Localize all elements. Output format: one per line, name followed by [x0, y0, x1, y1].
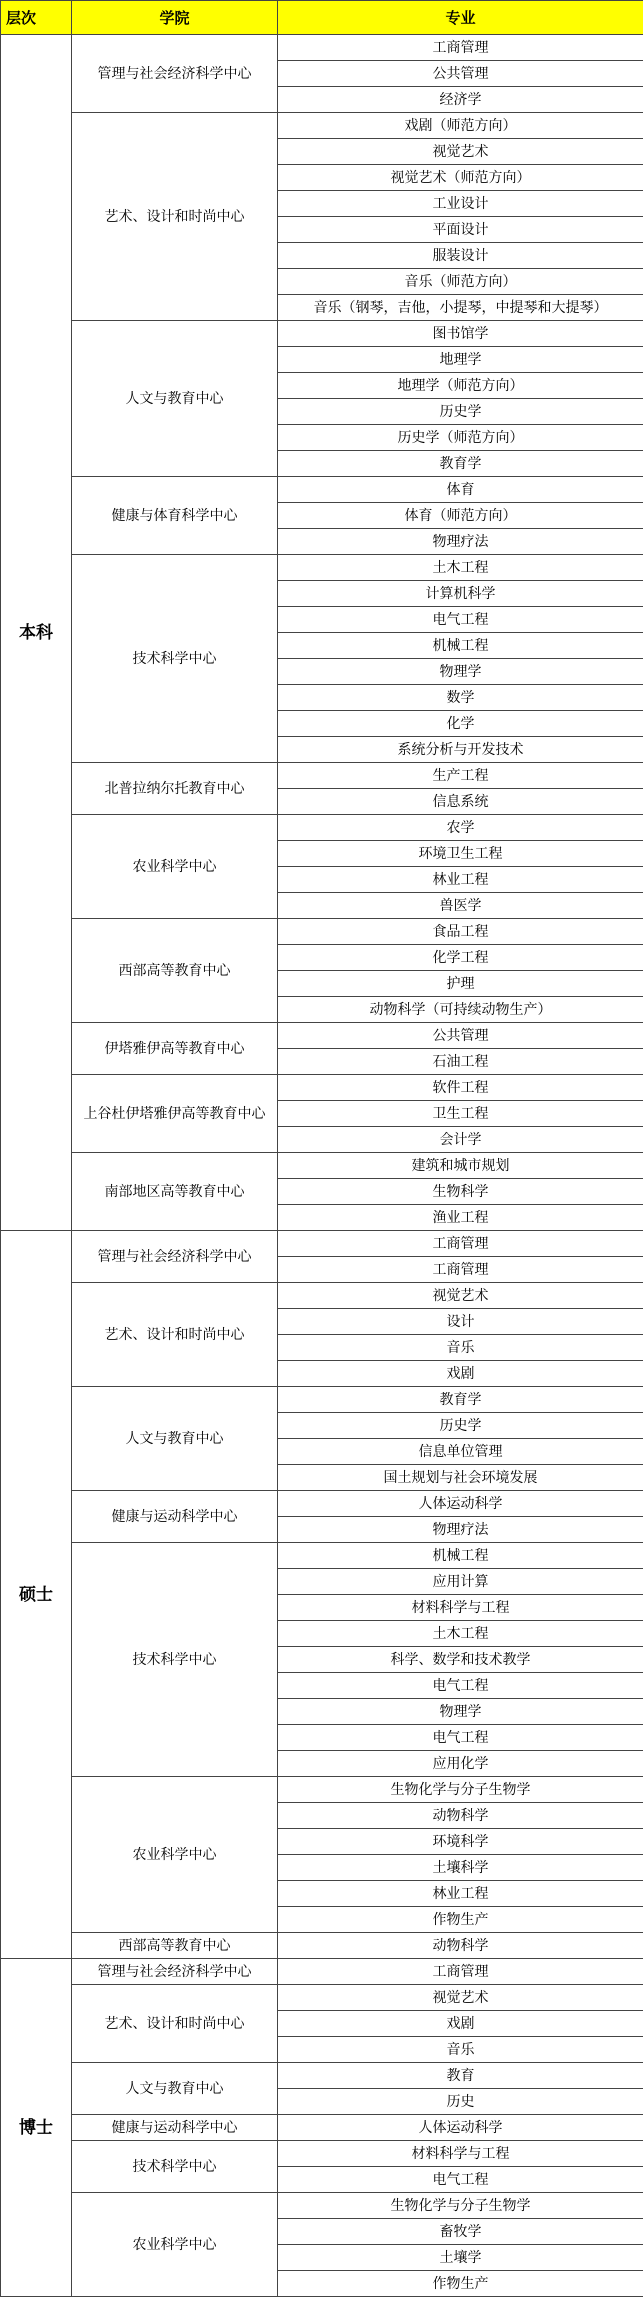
major-cell: 化学工程: [278, 945, 643, 971]
major-cell: 生物科学: [278, 1179, 643, 1205]
major-cell: 系统分析与开发技术: [278, 737, 643, 763]
college-cell: 管理与社会经济科学中心: [72, 35, 278, 113]
major-cell: 生产工程: [278, 763, 643, 789]
major-cell: 工商管理: [278, 1257, 643, 1283]
header-major: 专业: [278, 1, 643, 35]
major-cell: 生物化学与分子生物学: [278, 2193, 643, 2219]
major-cell: 应用计算: [278, 1569, 643, 1595]
major-cell: 经济学: [278, 87, 643, 113]
major-cell: 电气工程: [278, 2167, 643, 2193]
major-cell: 戏剧（师范方向）: [278, 113, 643, 139]
table-row: [1, 2193, 643, 2219]
major-cell: 视觉艺术: [278, 139, 643, 165]
major-cell: 信息单位管理: [278, 1439, 643, 1465]
major-cell: 动物科学（可持续动物生产）: [278, 997, 643, 1023]
college-cell: 管理与社会经济科学中心: [72, 1959, 278, 1985]
table-row: [1, 1231, 643, 1257]
major-cell: 土木工程: [278, 1621, 643, 1647]
table-row: [1, 2115, 643, 2141]
major-cell: 历史学: [278, 399, 643, 425]
college-cell: 艺术、设计和时尚中心: [72, 1283, 278, 1387]
header-row: [1, 1, 643, 35]
college-cell: 上谷杜伊塔雅伊高等教育中心: [72, 1075, 278, 1153]
major-cell: 地理学: [278, 347, 643, 373]
table-row: [1, 2063, 643, 2089]
major-cell: 材料科学与工程: [278, 1595, 643, 1621]
college-cell: 西部高等教育中心: [72, 919, 278, 1023]
major-cell: 林业工程: [278, 867, 643, 893]
table-row: [1, 763, 643, 789]
major-cell: 机械工程: [278, 633, 643, 659]
major-cell: 机械工程: [278, 1543, 643, 1569]
major-cell: 生物化学与分子生物学: [278, 1777, 643, 1803]
college-cell: 健康与运动科学中心: [72, 2115, 278, 2141]
major-cell: 人体运动科学: [278, 1491, 643, 1517]
college-cell: 技术科学中心: [72, 1543, 278, 1777]
major-cell: 建筑和城市规划: [278, 1153, 643, 1179]
major-cell: 体育（师范方向）: [278, 503, 643, 529]
major-cell: 国土规划与社会环境发展: [278, 1465, 643, 1491]
major-cell: 土木工程: [278, 555, 643, 581]
college-cell: 农业科学中心: [72, 1777, 278, 1933]
table-row: [1, 1985, 643, 2011]
table-row: [1, 555, 643, 581]
major-cell: 公共管理: [278, 1023, 643, 1049]
major-cell: 历史学: [278, 1413, 643, 1439]
college-cell: 健康与运动科学中心: [72, 1491, 278, 1543]
table-body: [1, 35, 643, 2297]
major-cell: 物理学: [278, 1699, 643, 1725]
table-row: [1, 1075, 643, 1101]
major-cell: 兽医学: [278, 893, 643, 919]
college-cell: 西部高等教育中心: [72, 1933, 278, 1959]
college-cell: 艺术、设计和时尚中心: [72, 1985, 278, 2063]
major-cell: 卫生工程: [278, 1101, 643, 1127]
major-cell: 电气工程: [278, 1673, 643, 1699]
major-cell: 食品工程: [278, 919, 643, 945]
major-cell: 会计学: [278, 1127, 643, 1153]
major-cell: 戏剧: [278, 1361, 643, 1387]
major-cell: 视觉艺术（师范方向）: [278, 165, 643, 191]
major-cell: 应用化学: [278, 1751, 643, 1777]
major-cell: 音乐: [278, 1335, 643, 1361]
level-cell: 博士: [1, 1959, 72, 2297]
major-cell: 教育: [278, 2063, 643, 2089]
college-cell: 艺术、设计和时尚中心: [72, 113, 278, 321]
major-cell: 公共管理: [278, 61, 643, 87]
major-cell: 数学: [278, 685, 643, 711]
major-cell: 电气工程: [278, 1725, 643, 1751]
major-cell: 物理疗法: [278, 1517, 643, 1543]
college-cell: 南部地区高等教育中心: [72, 1153, 278, 1231]
major-cell: 戏剧: [278, 2011, 643, 2037]
header-level: 层次: [1, 1, 72, 35]
major-cell: 化学: [278, 711, 643, 737]
major-cell: 音乐（师范方向）: [278, 269, 643, 295]
major-cell: 畜牧学: [278, 2219, 643, 2245]
major-cell: 音乐（钢琴，吉他，小提琴，中提琴和大提琴）: [278, 295, 643, 321]
major-cell: 农学: [278, 815, 643, 841]
table-row: [1, 1543, 643, 1569]
level-cell: 硕士: [1, 1231, 72, 1959]
major-cell: 土壤学: [278, 2245, 643, 2271]
major-cell: 地理学（师范方向）: [278, 373, 643, 399]
major-cell: 动物科学: [278, 1803, 643, 1829]
major-cell: 林业工程: [278, 1881, 643, 1907]
college-cell: 人文与教育中心: [72, 1387, 278, 1491]
major-cell: 视觉艺术: [278, 1283, 643, 1309]
major-cell: 工业设计: [278, 191, 643, 217]
table-row: [1, 1387, 643, 1413]
table-row: [1, 1023, 643, 1049]
major-cell: 土壤科学: [278, 1855, 643, 1881]
major-cell: 科学、数学和技术教学: [278, 1647, 643, 1673]
college-cell: 北普拉纳尔托教育中心: [72, 763, 278, 815]
college-cell: 农业科学中心: [72, 815, 278, 919]
college-cell: 技术科学中心: [72, 2141, 278, 2193]
major-cell: 物理学: [278, 659, 643, 685]
major-cell: 体育: [278, 477, 643, 503]
level-cell: 本科: [1, 35, 72, 1231]
table-row: [1, 1777, 643, 1803]
major-cell: 环境科学: [278, 1829, 643, 1855]
major-cell: 工商管理: [278, 35, 643, 61]
college-cell: 健康与体育科学中心: [72, 477, 278, 555]
major-cell: 物理疗法: [278, 529, 643, 555]
table-row: [1, 815, 643, 841]
table-row: [1, 477, 643, 503]
major-cell: 工商管理: [278, 1959, 643, 1985]
college-cell: 人文与教育中心: [72, 321, 278, 477]
major-cell: 历史: [278, 2089, 643, 2115]
major-cell: 作物生产: [278, 2271, 643, 2297]
major-cell: 服装设计: [278, 243, 643, 269]
major-cell: 工商管理: [278, 1231, 643, 1257]
header-college: 学院: [72, 1, 278, 35]
table-row: [1, 1491, 643, 1517]
major-cell: 作物生产: [278, 1907, 643, 1933]
major-cell: 教育学: [278, 451, 643, 477]
major-cell: 图书馆学: [278, 321, 643, 347]
major-cell: 音乐: [278, 2037, 643, 2063]
major-cell: 设计: [278, 1309, 643, 1335]
major-cell: 教育学: [278, 1387, 643, 1413]
college-cell: 管理与社会经济科学中心: [72, 1231, 278, 1283]
table-row: [1, 1959, 643, 1985]
table-row: [1, 919, 643, 945]
table-row: [1, 1283, 643, 1309]
major-cell: 信息系统: [278, 789, 643, 815]
table-row: [1, 35, 643, 61]
college-cell: 农业科学中心: [72, 2193, 278, 2297]
major-cell: 材料科学与工程: [278, 2141, 643, 2167]
table-row: [1, 1153, 643, 1179]
major-cell: 电气工程: [278, 607, 643, 633]
major-cell: 环境卫生工程: [278, 841, 643, 867]
college-cell: 伊塔雅伊高等教育中心: [72, 1023, 278, 1075]
major-cell: 历史学（师范方向）: [278, 425, 643, 451]
major-cell: 动物科学: [278, 1933, 643, 1959]
major-cell: 渔业工程: [278, 1205, 643, 1231]
major-cell: 人体运动科学: [278, 2115, 643, 2141]
table-row: [1, 1933, 643, 1959]
college-cell: 人文与教育中心: [72, 2063, 278, 2115]
major-cell: 视觉艺术: [278, 1985, 643, 2011]
table-row: [1, 113, 643, 139]
major-cell: 计算机科学: [278, 581, 643, 607]
major-cell: 软件工程: [278, 1075, 643, 1101]
college-cell: 技术科学中心: [72, 555, 278, 763]
table-row: [1, 2141, 643, 2167]
major-cell: 平面设计: [278, 217, 643, 243]
major-cell: 石油工程: [278, 1049, 643, 1075]
major-cell: 护理: [278, 971, 643, 997]
table-row: [1, 321, 643, 347]
